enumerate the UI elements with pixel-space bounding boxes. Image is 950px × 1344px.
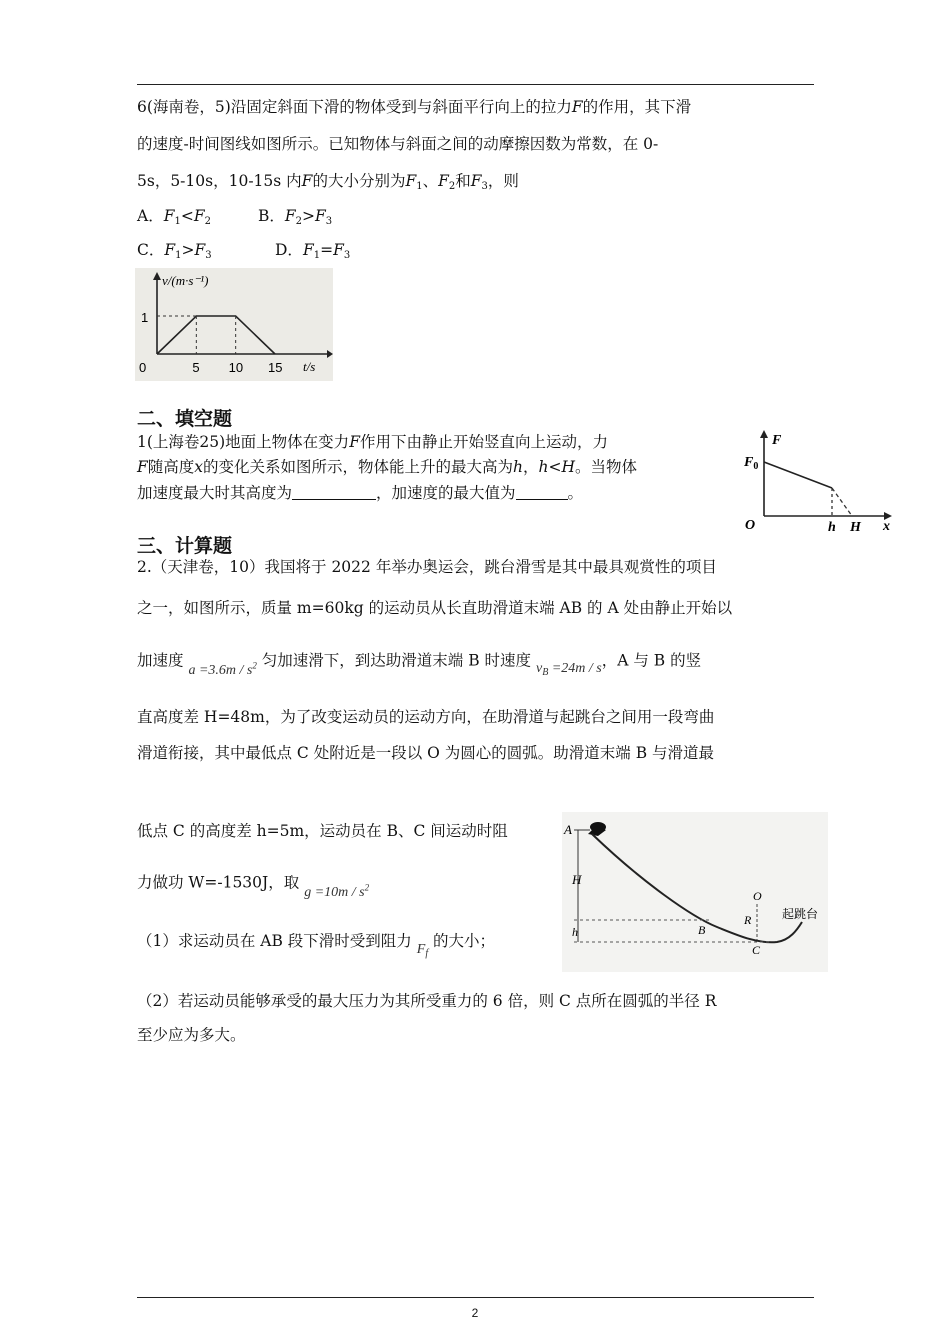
radius-R-label: R xyxy=(744,913,752,927)
y-tick-label: 1 xyxy=(141,310,149,325)
page-number: 2 xyxy=(471,1306,479,1320)
calc-line-1: 2.（天津卷，10）我国将于 2022 年举办奥运会，跳台滑雪是其中最具观赏性的项目 xyxy=(137,558,717,576)
takeoff-ramp-label: 起跳台 xyxy=(782,907,819,921)
q6-line-3: 5s，5-10s，10-15s 内F的大小分别为$F_1$、$F_2$和$F_3$，则 xyxy=(137,172,519,192)
velocity-series-line xyxy=(157,316,275,354)
f0-label: $F_0$ xyxy=(744,455,759,472)
ski-jump-svg xyxy=(562,812,828,972)
x-tick-label: 10 xyxy=(228,360,244,375)
slope-track xyxy=(592,834,802,942)
x-axis-arrow xyxy=(327,350,333,358)
point-B-label: B xyxy=(698,923,706,937)
calc-line-10: 至少应为多大。 xyxy=(137,1026,246,1044)
h-label: h xyxy=(828,520,836,535)
ski-jump-diagram xyxy=(562,812,828,972)
H-label: H xyxy=(572,872,582,887)
q6-line-2: 的速度-时间图线如图所示。已知物体与斜面之间的动摩擦因数为常数，在 0- xyxy=(137,135,659,153)
fill-line-1: 1(上海卷25)地面上物体在变力F作用下由静止开始竖直向上运动，力 xyxy=(137,433,608,451)
point-A-label: A xyxy=(564,822,572,837)
equation-velocity: $v_B =24m / s$ xyxy=(535,660,602,678)
calc-line-2: 之一，如图所示，质量 m=60kg 的运动员从长直助滑道末端 AB 的 A 处由静止开始以 xyxy=(137,599,733,617)
option-d: D．$F_1=F_3$ xyxy=(275,241,351,261)
q6-options-cd xyxy=(137,239,351,267)
equation-gravity: $g =10m / s^2$ xyxy=(304,882,370,900)
y-axis-arrow xyxy=(153,272,161,280)
q6-line-1: 6(海南卷，5)沿固定斜面下滑的物体受到与斜面平行向上的拉力F的作用，其下滑 xyxy=(137,98,692,116)
calc-line-6: 低点 C 的高度差 h=5m，运动员在 B、C 间运动时阻 xyxy=(137,822,508,840)
calc-line-8: （1）求运动员在 AB 段下滑时受到阻力 $F_f$ 的大小； xyxy=(137,932,496,959)
point-O-label: O xyxy=(753,889,762,903)
option-a: A．$F_1<F_2$ xyxy=(137,207,211,227)
point-C-label: C xyxy=(752,943,761,957)
calc-line-9: （2）若运动员能够承受的最大压力为其所受重力的 6 倍，则 C 点所在圆弧的半径 R xyxy=(137,992,717,1010)
calc-line-3: 加速度 $a =3.6m / s^2$ 匀加速滑下，到达助滑道末端 B 时速度 $v_B =24m / s$，A 与 B 的竖 xyxy=(137,651,702,678)
force-height-svg xyxy=(742,426,898,536)
answer-blank-height[interactable] xyxy=(292,485,376,500)
y-axis-label: v/(m·s⁻¹) xyxy=(162,273,209,288)
force-line-extrapolation xyxy=(832,488,852,516)
skier-icon xyxy=(588,822,606,836)
x-axis-label: t/s xyxy=(303,359,316,374)
force-line xyxy=(764,462,832,488)
h-label: h xyxy=(572,925,578,939)
calc-line-4: 直高度差 H=48m，为了改变运动员的运动方向，在助滑道与起跳台之间用一段弯曲 xyxy=(137,708,715,726)
fill-line-3: 加速度最大时其高度为 ，加速度的最大值为 。 xyxy=(137,484,584,502)
calc-line-5: 滑道衔接，其中最低点 C 处附近是一段以 O 为圆心的圆弧。助滑道末端 B 与滑道最 xyxy=(137,744,715,762)
header-rule xyxy=(137,84,814,85)
option-b: B．$F_2>F_3$ xyxy=(258,207,333,227)
fill-line-2: F随高度x的变化关系如图所示，物体能上升的最大高为h，h<H。当物体 xyxy=(137,458,638,476)
force-axis-label: F xyxy=(772,433,782,448)
calc-line-7: 力做功 W=-1530J，取 $g =10m / s^2$ xyxy=(137,873,370,900)
x-tick-label: 0 xyxy=(139,360,147,375)
vt-graph-svg xyxy=(135,268,333,381)
equation-friction-force: $F_f$ xyxy=(416,942,429,959)
section-heading-calculation: 三、计算题 xyxy=(137,535,233,557)
footer-rule xyxy=(137,1297,814,1298)
section-heading-fill-in: 二、填空题 xyxy=(137,408,233,430)
vt-graph xyxy=(135,268,333,381)
origin-label: O xyxy=(745,518,756,533)
x-tick-label: 5 xyxy=(192,360,200,375)
y-axis-arrow xyxy=(760,430,768,438)
q6-options-ab xyxy=(137,205,333,233)
option-c: C．$F_1>F_3$ xyxy=(137,241,212,261)
equation-acceleration: $a =3.6m / s^2$ xyxy=(188,660,257,678)
x-axis-label: x xyxy=(883,519,890,534)
H-label: H xyxy=(850,520,861,535)
x-tick-label: 15 xyxy=(268,360,283,375)
answer-blank-acceleration[interactable] xyxy=(516,485,568,500)
force-height-graph xyxy=(742,426,898,536)
